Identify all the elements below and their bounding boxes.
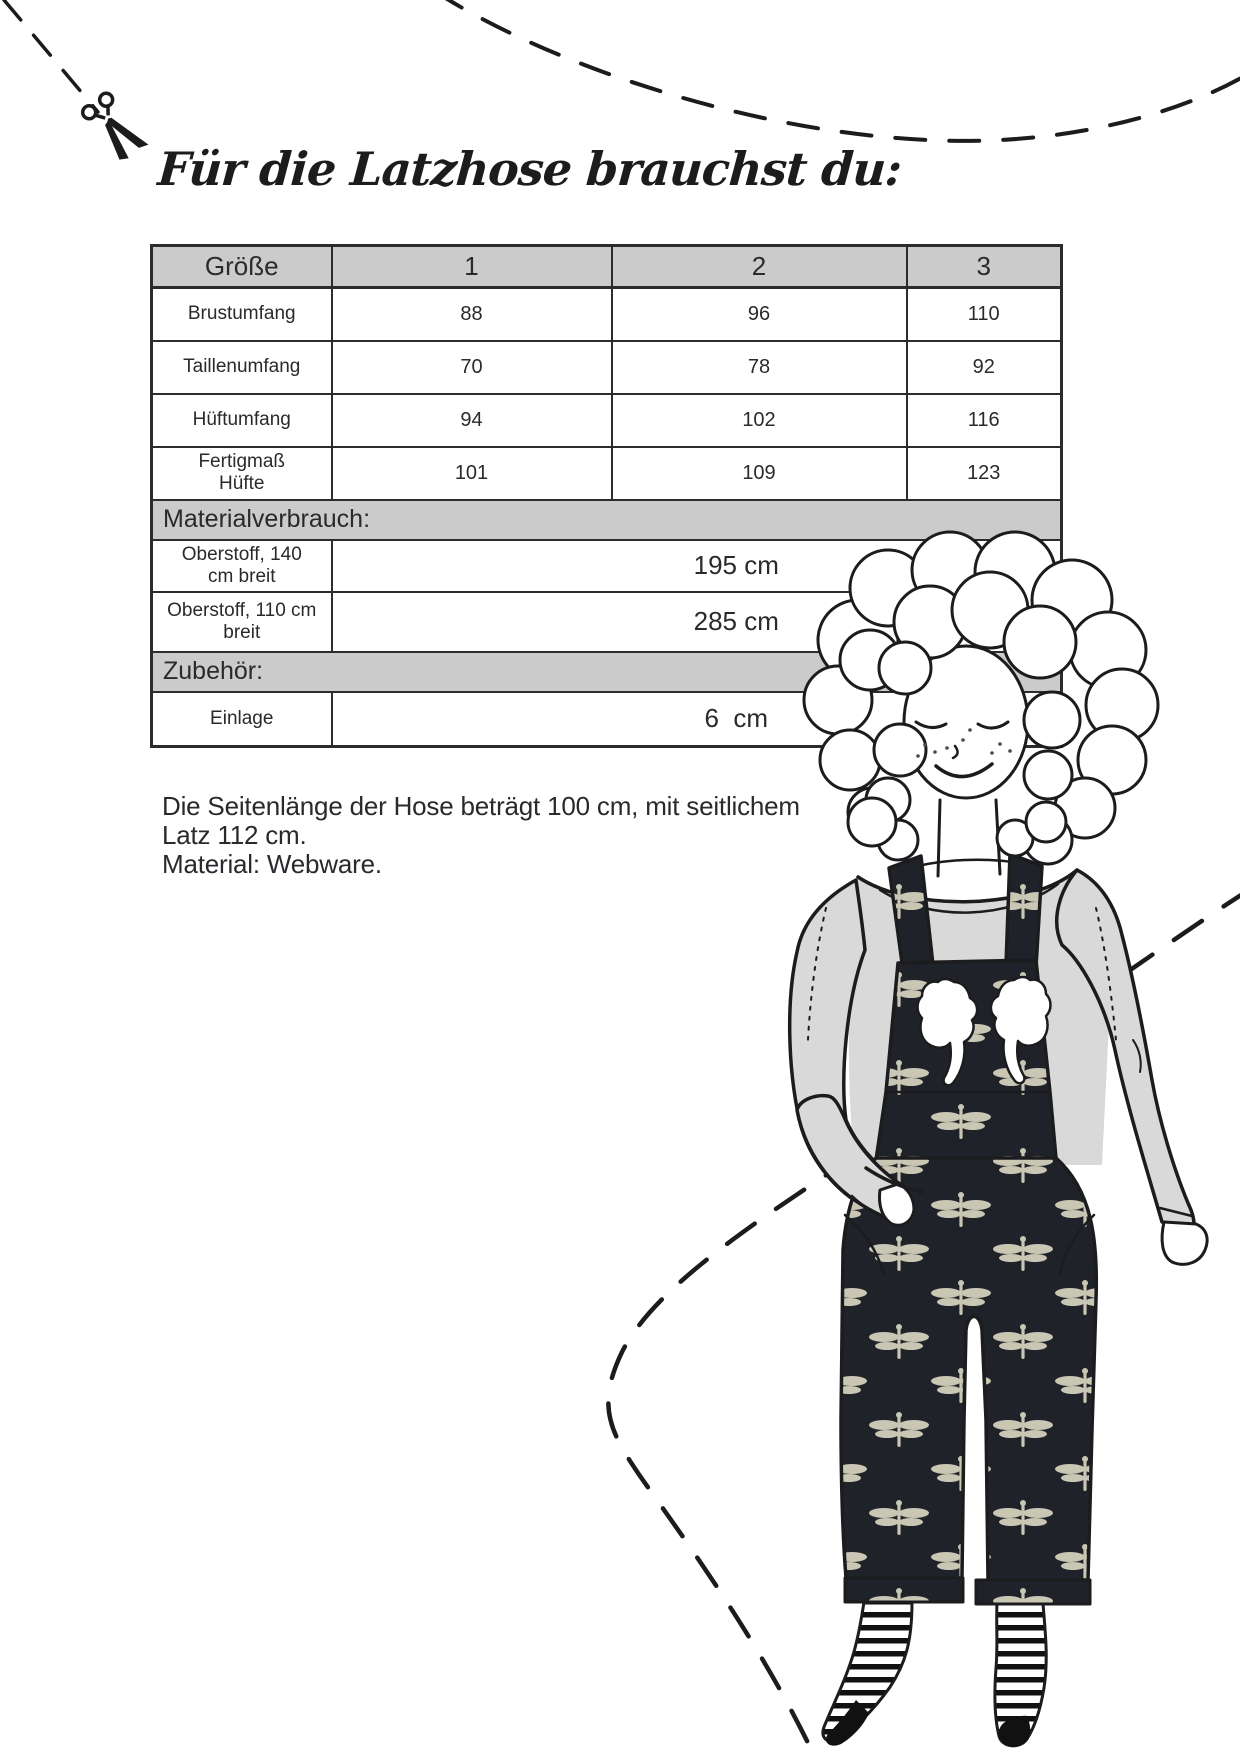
cell-value: 109 <box>612 447 907 500</box>
row-label: Taillenumfang <box>152 341 332 394</box>
notes-line: Die Seitenlänge der Hose beträgt 100 cm, mit seitlichem <box>162 791 800 821</box>
left-forearm <box>797 1096 904 1221</box>
bib-bird-right <box>991 977 1051 1083</box>
trousers <box>841 1158 1096 1580</box>
row-label: Einlage <box>152 692 332 747</box>
header-size-3: 3 <box>907 246 1062 288</box>
cell-value: 123 <box>907 447 1062 500</box>
header-groesse: Größe <box>152 246 332 288</box>
right-cuff-line <box>1160 1208 1192 1216</box>
table-row <box>152 288 1062 341</box>
left-sock-toe <box>826 1700 869 1746</box>
section-row-material <box>152 500 1062 540</box>
row-label: Fertigmaß Hüfte <box>152 447 332 500</box>
material-value: 285 cm <box>332 592 1062 652</box>
row-label: Hüftumfang <box>152 394 332 447</box>
dungarees <box>841 854 1096 1604</box>
notes-line: Latz 112 cm. <box>162 820 307 850</box>
header-size-1: 1 <box>332 246 612 288</box>
hair-shoulder-locks <box>848 798 1066 860</box>
scissors-icon <box>79 89 151 164</box>
pocket-seam-right <box>1060 1215 1094 1275</box>
right-sock-toe <box>999 1716 1030 1747</box>
cell-value: 88 <box>332 288 612 341</box>
right-cuff <box>976 1580 1090 1604</box>
cell-value: 78 <box>612 341 907 394</box>
cut-line-right-bottom-curve <box>608 888 1240 1753</box>
cut-line-top-left <box>4 0 98 112</box>
cell-value: 96 <box>612 288 907 341</box>
section-title: Materialverbrauch: <box>152 500 1062 540</box>
cell-value: 102 <box>612 394 907 447</box>
row-label: Oberstoff, 110 cm breit <box>152 592 332 652</box>
row-label: Brustumfang <box>152 288 332 341</box>
cell-value: 94 <box>332 394 612 447</box>
cell-value: 101 <box>332 447 612 500</box>
table-row <box>152 447 1062 500</box>
pocket-seam-left <box>845 1215 884 1275</box>
header-size-2: 2 <box>612 246 907 288</box>
table-row <box>152 341 1062 394</box>
right-hand <box>1162 1222 1207 1264</box>
cut-line-top-curve <box>436 0 1240 141</box>
section-title: Zubehör: <box>152 652 1062 692</box>
material-value: 195 cm <box>332 540 1062 592</box>
left-sleeve-cuff-line <box>852 1196 892 1220</box>
left-hand-in-pocket <box>880 1184 915 1225</box>
table-header-row <box>152 246 1062 288</box>
shirt <box>790 860 1194 1231</box>
cell-value: 92 <box>907 341 1062 394</box>
cell-value: 116 <box>907 394 1062 447</box>
notes-line: Material: Webware. <box>162 849 382 879</box>
accessory-value: 6 cm <box>332 692 1062 747</box>
cell-value: 70 <box>332 341 612 394</box>
smile <box>936 764 992 777</box>
bib <box>876 960 1056 1160</box>
row-label: Oberstoff, 140 cm breit <box>152 540 332 592</box>
pattern-title: Für die Latzhose brauchst du: <box>156 142 904 196</box>
table-row <box>152 540 1062 592</box>
table-row <box>152 592 1062 652</box>
notes-paragraph <box>162 792 842 879</box>
left-cuff <box>845 1578 963 1602</box>
striped-socks <box>823 1602 1046 1747</box>
section-row-accessories <box>152 652 1062 692</box>
right-strap <box>1006 854 1042 968</box>
table-row <box>152 692 1062 747</box>
pocket-edge-over-hand <box>866 1168 922 1192</box>
table-row <box>152 394 1062 447</box>
cell-value: 110 <box>907 288 1062 341</box>
bib-bird-left <box>918 979 978 1085</box>
size-table <box>150 244 1063 748</box>
left-strap <box>889 856 933 970</box>
neck <box>938 790 1000 880</box>
